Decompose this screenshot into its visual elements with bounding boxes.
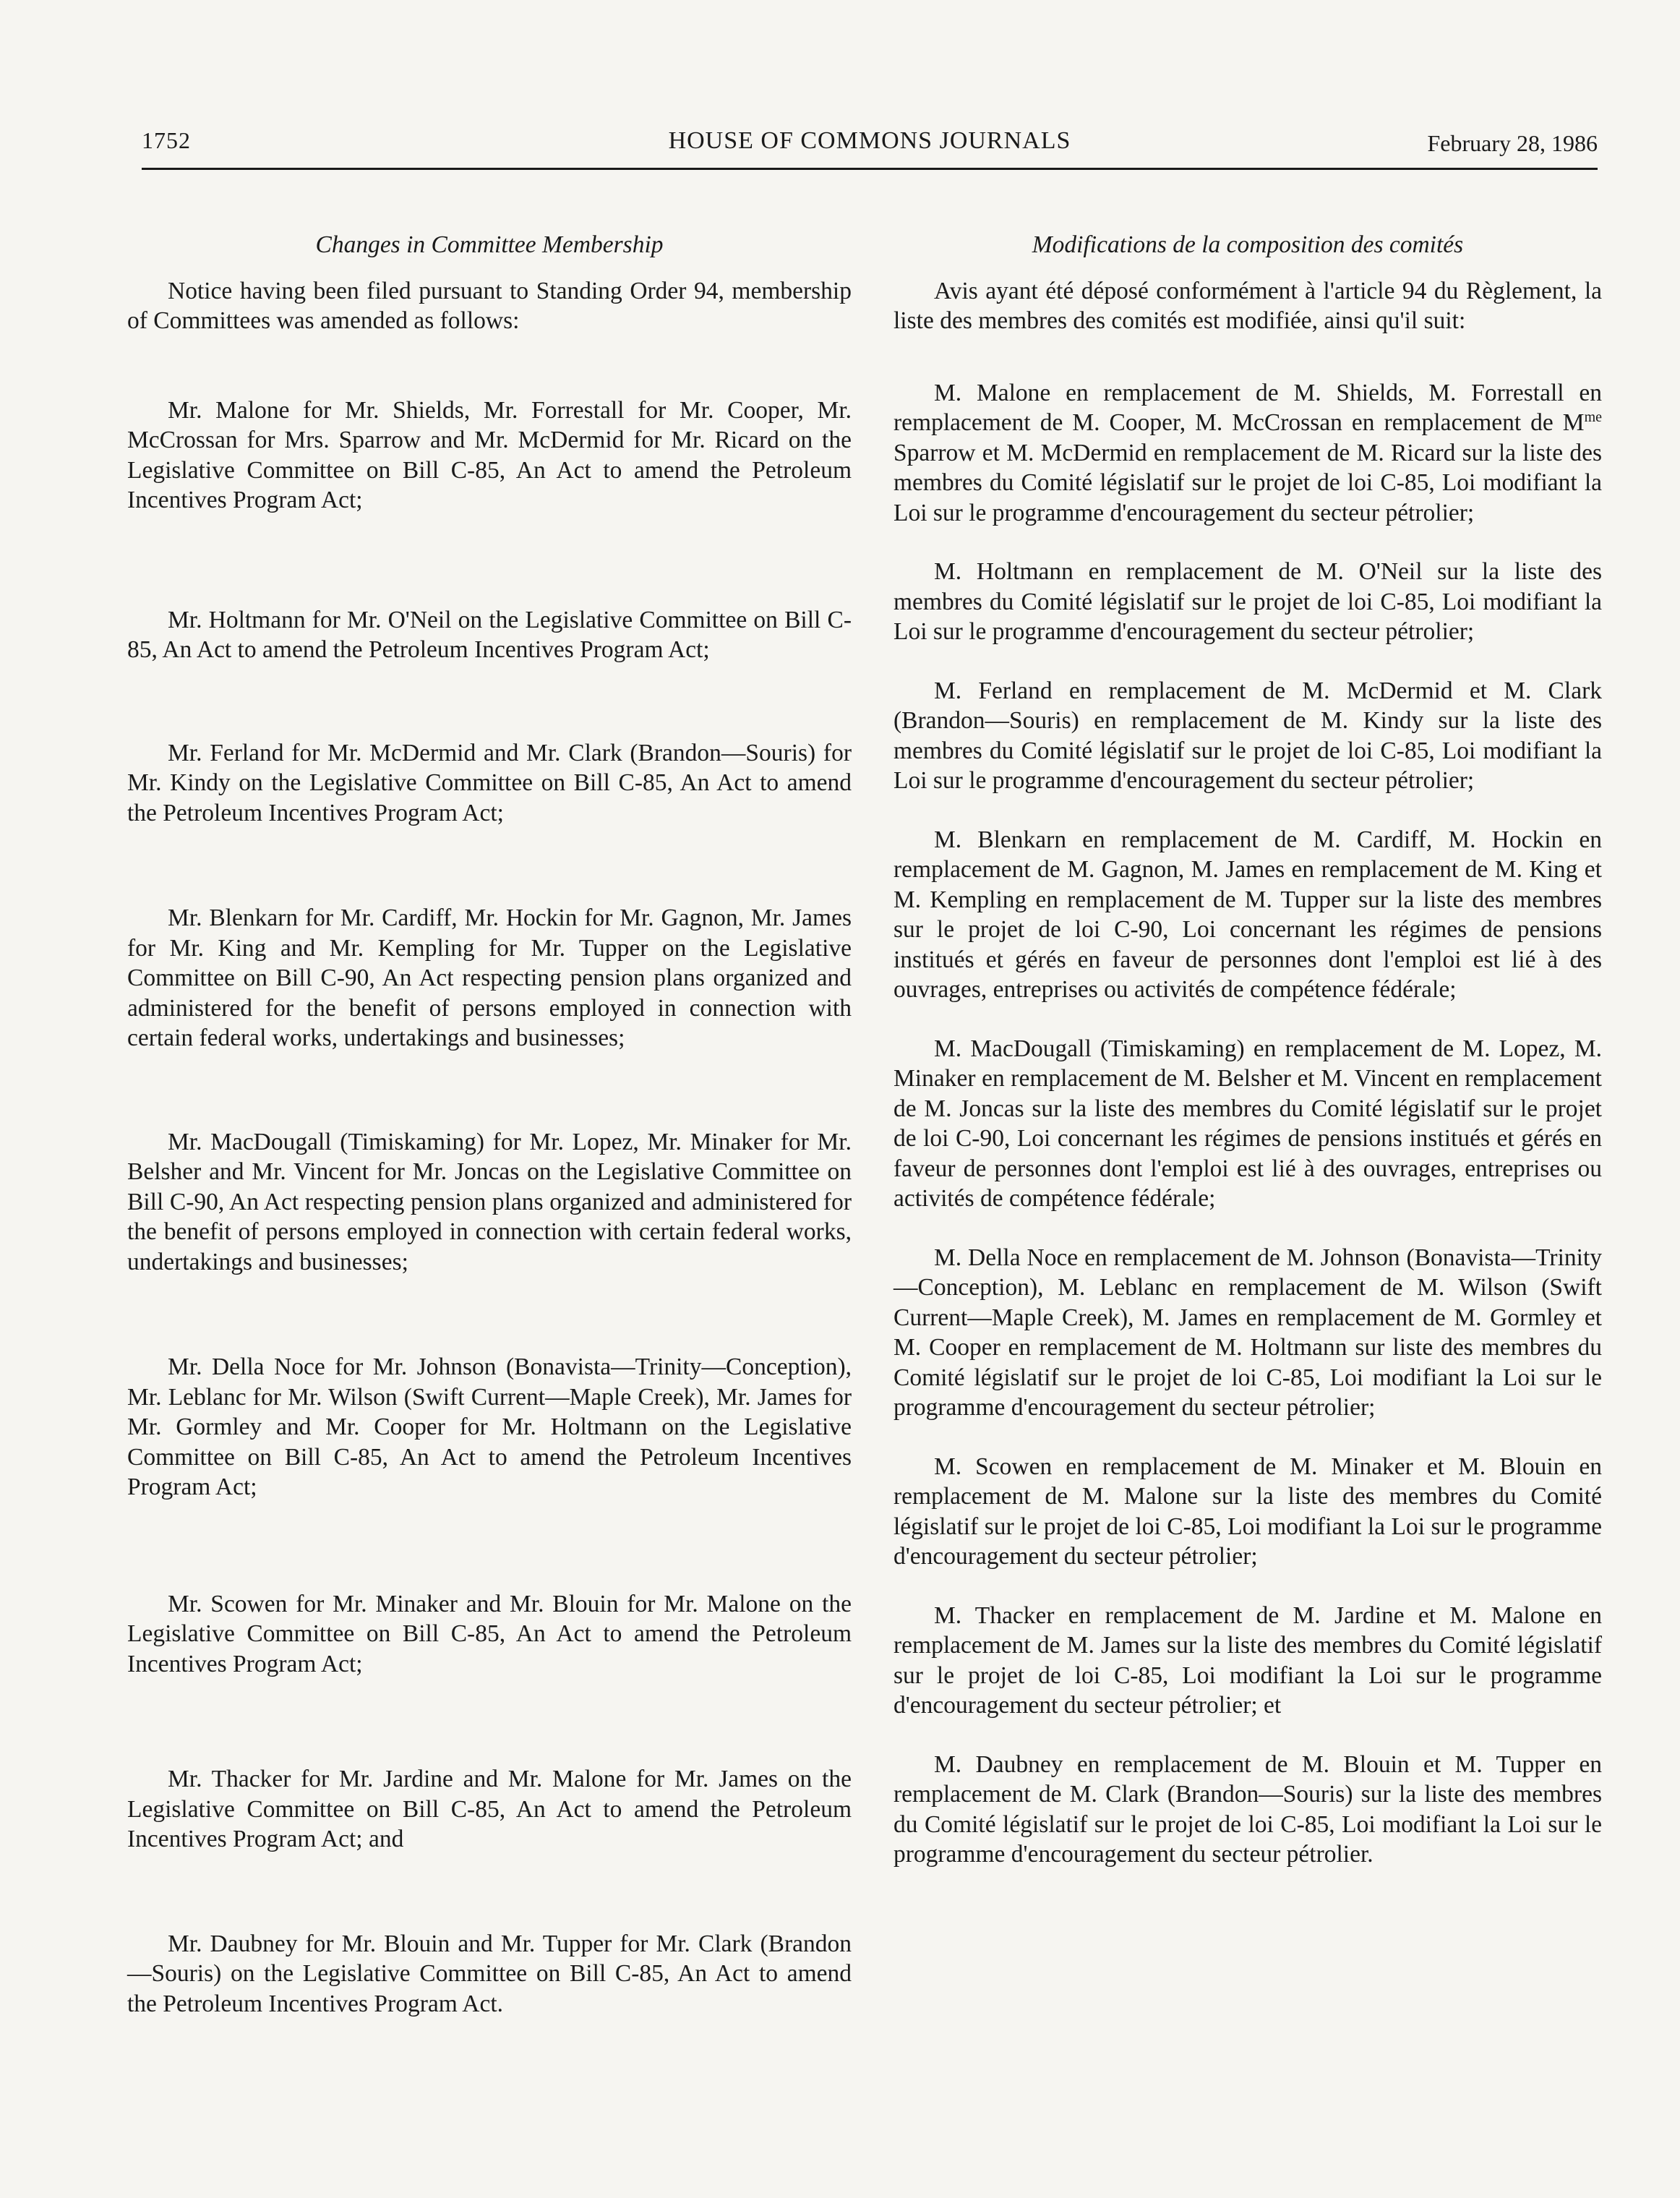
english-entry: Mr. Thacker for Mr. Jardine and Mr. Malone for Mr. James on the Legislative Committee on Bill C-85, An Act to amend the Petroleum Incentives Program Act; and (127, 1766, 852, 1852)
page-number: 1752 (142, 127, 191, 153)
header-date: February 28, 1986 (1427, 130, 1598, 156)
journal-title: HOUSE OF COMMONS JOURNALS (668, 127, 1071, 154)
french-entry: M. Ferland en remplacement de M. McDermid et M. Clark (Brandon—Souris) en remplacement de M. Kindy sur la liste des membres du Comité législatif sur le projet de loi C-85, Loi modifiant la Loi sur le programme d'encouragement du secteur pétrolier; (893, 677, 1602, 794)
english-entry: Mr. Holtmann for Mr. O'Neil on the Legislative Committee on Bill C-85, An Act to amend the Petroleum Incentives Program Act; (127, 606, 852, 663)
french-entry: M. Della Noce en remplacement de M. Johnson (Bonavista—Trinity—Conception), M. Leblanc en remplacement de M. Wilson (Swift Current—Maple Creek), M. James en remplacement de M. Gormley et M. Cooper en remplacement de M. Holtmann sur liste des membres du Comité législatif sur le projet de loi C-85, Loi modifiant la Loi sur le programme d'encouragement du secteur pétrolier; (893, 1244, 1602, 1421)
french-entry: M. Holtmann en remplacement de M. O'Neil sur la liste des membres du Comité législatif sur le projet de loi C-85, Loi modifiant la Loi sur le programme d'encouragement du secteur pétrolier; (893, 558, 1602, 645)
header-rule (142, 168, 1598, 170)
english-entry: Mr. Della Noce for Mr. Johnson (Bonavista—Trinity—Conception), Mr. Leblanc for Mr. Wilson (Swift Current—Maple Creek), Mr. James for Mr. Gormley and Mr. Cooper for Mr. Holtmann on the Legislative Committee on Bill C-85, An Act to amend the Petroleum Incentives Program Act; (127, 1354, 852, 1500)
french-entry: M. Thacker en remplacement de M. Jardine et M. Malone en remplacement de M. James sur la liste des membres du Comité législatif sur le projet de loi C-85, Loi modifiant la Loi sur le programme d'encouragement du secteur pétrolier; et (893, 1602, 1602, 1719)
english-heading: Changes in Committee Membership (315, 231, 664, 258)
french-entry-text: Sparrow et M. McDermid en remplacement de M. Ricard sur la liste des membres du Comité législatif sur le projet de loi C-85, Loi modifiant la Loi sur le programme d'encouragement du secteur pétrolier; (893, 439, 1602, 526)
english-entry: Mr. Malone for Mr. Shields, Mr. Forrestall for Mr. Cooper, Mr. McCrossan for Mrs. Sparrow and Mr. McDermid for Mr. Ricard on the Legislative Committee on Bill C-85, An Act to amend the Petroleum Incentives Program Act; (127, 396, 852, 513)
french-entry: M. Daubney en remplacement de M. Blouin et M. Tupper en remplacement de M. Clark (Brandon—Souris) sur la liste des membres du Comité législatif sur le projet de loi C-85, Loi modifiant la Loi sur le programme d'encouragement du secteur pétrolier. (893, 1750, 1602, 1868)
english-entry: Mr. Daubney for Mr. Blouin and Mr. Tupper for Mr. Clark (Brandon—Souris) on the Legislative Committee on Bill C-85, An Act to amend the Petroleum Incentives Program Act. (127, 1930, 852, 2017)
english-entry: Mr. Blenkarn for Mr. Cardiff, Mr. Hockin for Mr. Gagnon, Mr. James for Mr. King and Mr. Kempling for Mr. Tupper on the Legislative Committee on Bill C-90, An Act respecting pension plans organized and administered for the benefit of persons employed in connection with certain federal works, undertakings and businesses; (127, 905, 852, 1051)
french-intro: Avis ayant été déposé conformément à l'article 94 du Règlement, la liste des membres des comités est modifiée, ainsi qu'il suit: (893, 277, 1602, 334)
english-column (127, 230, 852, 2019)
french-entry: M. Blenkarn en remplacement de M. Cardiff, M. Hockin en remplacement de M. Gagnon, M. James en remplacement de M. King et M. Kempling en remplacement de M. Tupper sur la liste des membres sur le projet de loi C-90, Loi concernant les régimes de pensions institués et gérés en faveur de personnes dont l'emploi est lié à des ouvrages, entreprises ou activités de compétence fédérale; (893, 826, 1602, 1003)
french-heading: Modifications de la composition des comités (1032, 231, 1464, 258)
french-entry: M. MacDougall (Timiskaming) en remplacement de M. Lopez, M. Minaker en remplacement de M. Belsher et M. Vincent en remplacement de M. Joncas sur la liste des membres du Comité législatif sur le projet de loi C-90, Loi concernant les régimes de pensions institués et gérés en faveur de personnes dont l'emploi est lié à des ouvrages, entreprises ou activités de compétence fédérale; (893, 1035, 1602, 1212)
english-entry: Mr. MacDougall (Timiskaming) for Mr. Lopez, Mr. Minaker for Mr. Belsher and Mr. Vincent for Mr. Joncas on the Legislative Committee on Bill C-90, An Act respecting pension plans organized and administered for the benefit of persons employed in connection with certain federal works, undertakings and businesses; (127, 1128, 852, 1275)
french-entry: M. Scowen en remplacement de M. Minaker et M. Blouin en remplacement de M. Malone sur la liste des membres du Comité législatif sur le projet de loi C-85, Loi modifiant la Loi sur le programme d'encouragement du secteur pétrolier; (893, 1453, 1602, 1570)
french-superscript: me (1584, 409, 1602, 425)
french-entry-text: M. Malone en remplacement de M. Shields, M. Forrestall en remplacement de M. Cooper, M. McCrossan en remplacement de M (893, 379, 1602, 436)
french-column (893, 230, 1602, 1899)
french-entry (893, 378, 1602, 529)
english-entry: Mr. Scowen for Mr. Minaker and Mr. Blouin for Mr. Malone on the Legislative Committee on Bill C-85, An Act to amend the Petroleum Incentives Program Act; (127, 1590, 852, 1677)
page-header (142, 124, 1598, 168)
english-intro: Notice having been filed pursuant to Standing Order 94, membership of Committees was amended as follows: (127, 277, 852, 334)
english-entry: Mr. Ferland for Mr. McDermid and Mr. Clark (Brandon—Souris) for Mr. Kindy on the Legislative Committee on Bill C-85, An Act to amend the Petroleum Incentives Program Act; (127, 739, 852, 826)
